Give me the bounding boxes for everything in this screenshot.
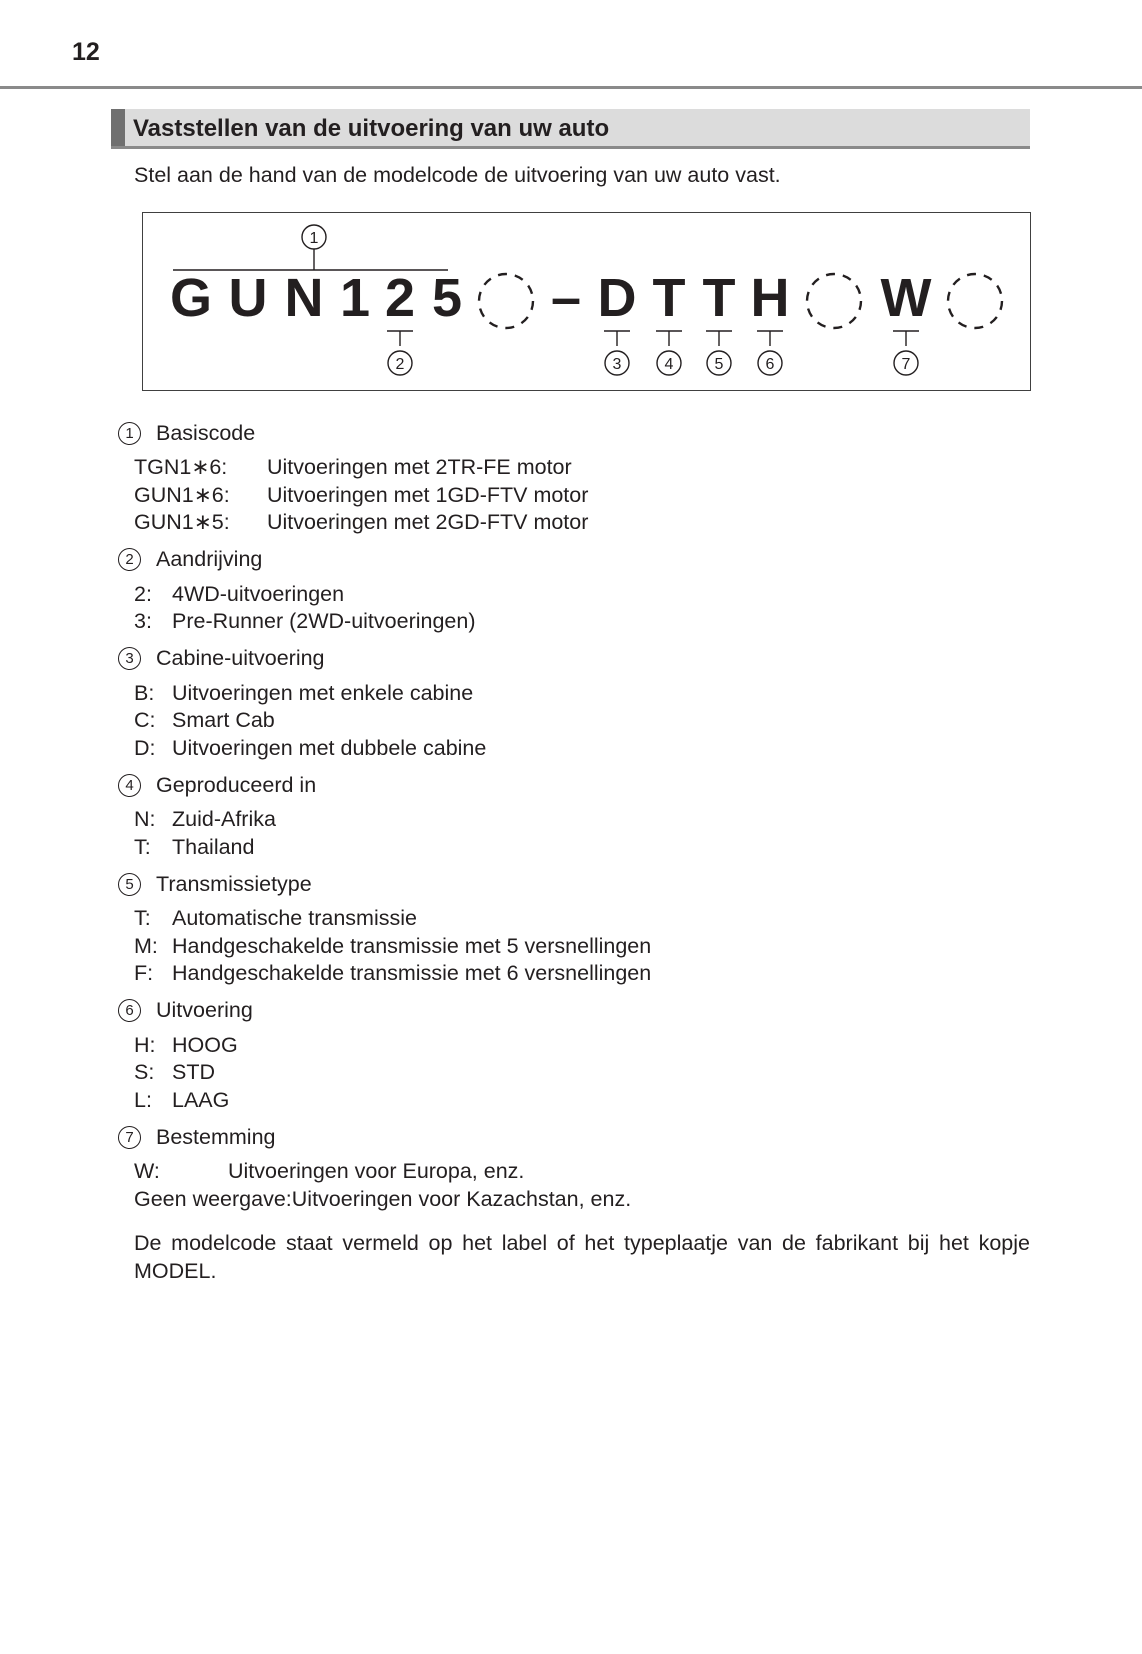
number-circle: 4 [118, 774, 141, 797]
definition-value: Uitvoeringen voor Europa, enz. [228, 1159, 525, 1183]
definition-row [134, 454, 1030, 482]
definition-list [134, 806, 1030, 861]
number-circle: 7 [118, 1126, 141, 1149]
number-circle: 3 [118, 647, 141, 670]
definition-key: GUN1∗5: [134, 510, 230, 534]
definition-value: Uitvoeringen met dubbele cabine [172, 735, 487, 760]
definition-row [134, 1186, 1030, 1214]
definition-value: Smart Cab [172, 708, 275, 732]
legend-content [118, 416, 1030, 1285]
definition-key: B: [134, 680, 155, 705]
code-char: – [550, 268, 582, 328]
definition-value: Pre-Runner (2WD-uitvoeringen) [172, 609, 476, 633]
callout-label: 5 [714, 356, 724, 373]
definition-row [134, 509, 1030, 537]
definition-value: Handgeschakelde transmissie met 5 versnellingen [172, 933, 652, 958]
code-char: U [228, 268, 268, 328]
placeholder-dashed-circle [479, 274, 533, 328]
placeholder-dashed-circle [807, 274, 861, 328]
definition-value: Zuid-Afrika [172, 807, 276, 831]
definition-key: T: [134, 906, 151, 930]
definition-list [134, 680, 1030, 763]
definition-row [134, 482, 1030, 510]
legend-heading [118, 543, 1030, 577]
legend-heading [118, 867, 1030, 901]
callout-label: 1 [309, 230, 319, 247]
code-char: D [597, 268, 637, 328]
tick-markers [387, 331, 919, 346]
definition-key: C: [134, 708, 156, 732]
code-char: 5 [431, 268, 463, 328]
section-header-bar [111, 109, 125, 146]
definition-key: W: [134, 1159, 160, 1183]
definition-value: Uitvoeringen voor Kazachstan, enz. [291, 1186, 632, 1211]
definition-row [134, 707, 1030, 735]
definition-list [134, 581, 1030, 636]
code-char: T [702, 268, 736, 328]
legend-heading [118, 994, 1030, 1028]
definition-row [134, 905, 1030, 933]
definition-key: N: [134, 807, 156, 831]
callout-label: 3 [612, 356, 622, 373]
definition-list [134, 1158, 1030, 1213]
definition-key: D: [134, 735, 156, 760]
code-char: N [284, 268, 324, 328]
definition-key: H: [134, 1032, 156, 1057]
definition-key: Geen weergave: [134, 1186, 292, 1211]
definition-key: GUN1∗6: [134, 482, 230, 507]
callout-label: 4 [664, 356, 674, 373]
definition-key: 3: [134, 609, 152, 633]
code-char: W [880, 268, 932, 328]
definition-row [134, 581, 1030, 609]
legend-heading-label: Aandrijving [156, 547, 263, 571]
code-char: H [750, 268, 790, 328]
definition-row [134, 735, 1030, 763]
definition-value: Handgeschakelde transmissie met 6 versnellingen [172, 961, 652, 985]
number-circle: 1 [118, 422, 141, 445]
legend-heading [118, 1120, 1030, 1154]
callout-label: 2 [395, 356, 405, 373]
definition-value: Automatische transmissie [172, 906, 417, 930]
legend-heading [118, 768, 1030, 802]
definition-key: M: [134, 933, 158, 958]
legend-heading [118, 642, 1030, 676]
definition-key: F: [134, 961, 154, 985]
callout-label: 7 [901, 356, 911, 373]
definition-row [134, 1032, 1030, 1060]
legend-heading-label: Cabine-uitvoering [156, 646, 325, 670]
number-circle: 6 [118, 999, 141, 1022]
definition-row [134, 680, 1030, 708]
definition-row [134, 1087, 1030, 1115]
section-title: Vaststellen van de uitvoering van uw auto [133, 115, 610, 142]
definition-row [134, 960, 1030, 988]
definition-row [134, 806, 1030, 834]
intro-text: Stel aan de hand van de modelcode de uitvoering van uw auto vast. [134, 163, 781, 187]
definition-key: T: [134, 834, 151, 859]
number-circle: 2 [118, 548, 141, 571]
definition-value: Uitvoeringen met 2TR-FE motor [267, 455, 572, 479]
definition-value: Uitvoeringen met 1GD-FTV motor [267, 482, 589, 507]
definition-value: STD [172, 1060, 215, 1084]
definition-key: TGN1∗6: [134, 455, 228, 479]
code-char: G [169, 268, 213, 328]
legend-heading-label: Bestemming [156, 1124, 276, 1149]
definition-list [134, 1032, 1030, 1115]
legend-heading-label: Uitvoering [156, 998, 253, 1022]
definition-row [134, 608, 1030, 636]
number-circle: 5 [118, 873, 141, 896]
callout-label: 6 [765, 356, 775, 373]
definition-row [134, 1158, 1030, 1186]
definition-value: LAAG [172, 1087, 230, 1112]
section-header [111, 109, 1030, 149]
definition-list [134, 905, 1030, 988]
footer-note: De modelcode staat vermeld op het label of het typeplaatje van de fabrikant bij het kopje MODEL. [134, 1231, 1030, 1283]
header-rule [0, 86, 1142, 89]
definition-list [134, 454, 1030, 537]
definition-value: Uitvoeringen met 2GD-FTV motor [267, 510, 589, 534]
code-char: 1 [339, 268, 371, 328]
legend-heading-label: Geproduceerd in [156, 772, 317, 797]
definition-value: Thailand [172, 834, 255, 859]
code-char: T [652, 268, 686, 328]
definition-value: 4WD-uitvoeringen [172, 581, 345, 606]
definition-row [134, 1059, 1030, 1087]
legend-heading [118, 416, 1030, 450]
definition-key: S: [134, 1060, 155, 1084]
placeholder-dashed-circle [948, 274, 1002, 328]
page-number: 12 [72, 38, 100, 66]
model-code-svg [143, 213, 1032, 392]
definition-key: L: [134, 1087, 152, 1112]
model-code-diagram [142, 212, 1031, 391]
definition-row [134, 834, 1030, 862]
definition-value: HOOG [172, 1032, 238, 1057]
definition-key: 2: [134, 581, 152, 606]
legend-heading-label: Transmissietype [156, 871, 312, 896]
legend-heading-label: Basiscode [156, 420, 256, 445]
code-char: 2 [384, 268, 416, 328]
definition-value: Uitvoeringen met enkele cabine [172, 680, 474, 705]
definition-row [134, 933, 1030, 961]
